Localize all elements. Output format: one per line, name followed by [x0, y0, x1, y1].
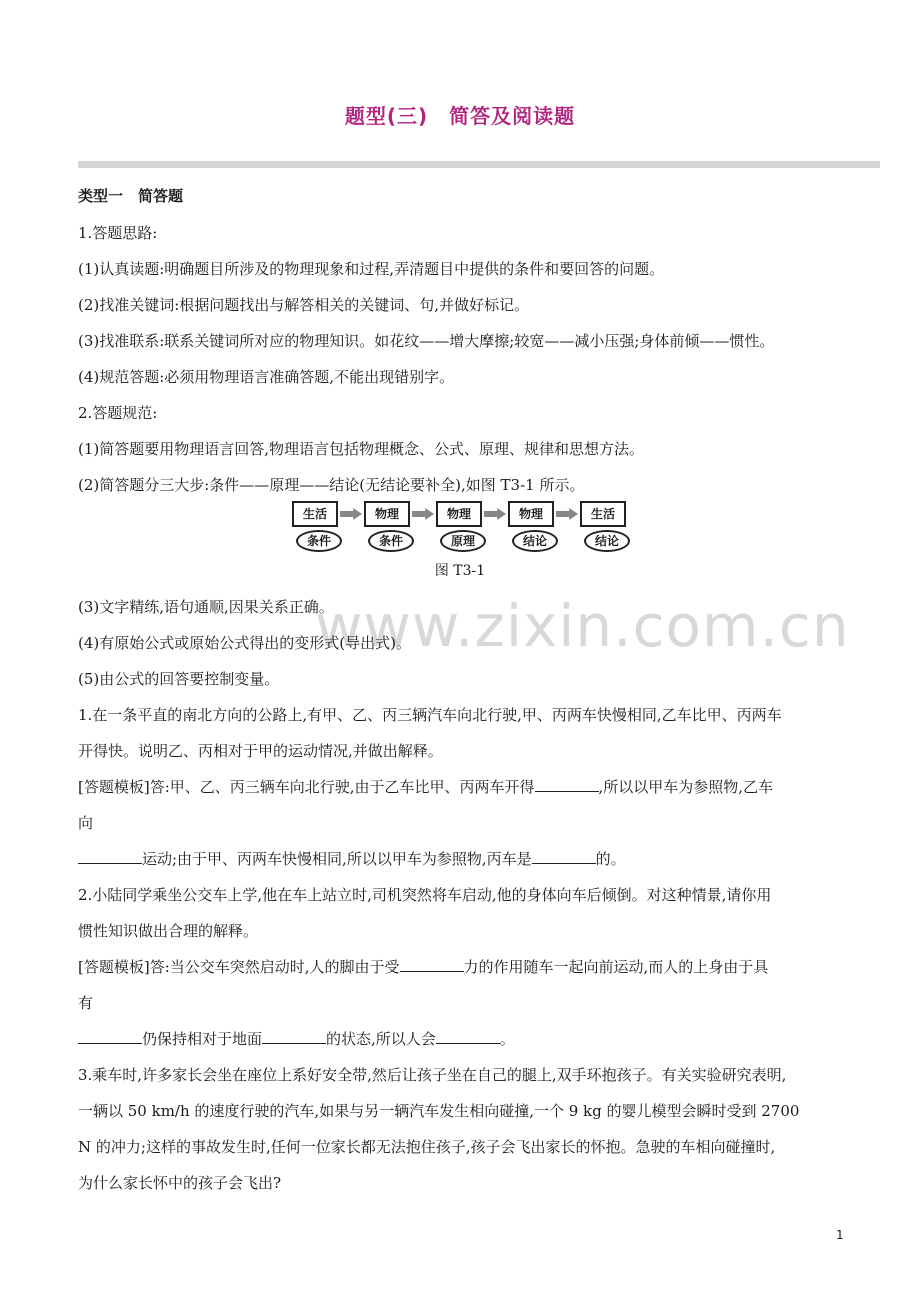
flow-oval: 结论 — [584, 530, 630, 552]
answer-template-line — [78, 957, 868, 977]
figure-caption: 图 T3-1 — [434, 563, 486, 579]
fill-blank[interactable] — [262, 1029, 326, 1044]
answer-template-line — [78, 1029, 868, 1049]
text-line: 3.乘车时,许多家长会坐在座位上系好安全带,然后让孩子坐在自己的腿上,双手环抱孩子。有关实验研究表明, — [78, 1066, 787, 1084]
fill-blank[interactable] — [535, 777, 599, 792]
text-line: 为什么家长怀中的孩子会飞出? — [78, 1174, 282, 1192]
text-line: N 的冲力;这样的事故发生时,任何一位家长都无法抱住孩子,孩子会飞出家长的怀抱。急驶的车相向碰撞时, — [78, 1138, 776, 1156]
text-segment: 仍保持相对于地面 — [142, 1030, 263, 1048]
flow-box: 物理 — [364, 501, 410, 527]
page-title: 题型(三) 简答及阅读题 — [344, 104, 576, 128]
text-line: 一辆以 50 km/h 的速度行驶的汽车,如果与另一辆汽车发生相向碰撞,一个 9 kg 的婴儿模型会瞬时受到 2700 — [78, 1102, 800, 1120]
text-line: (5)由公式的回答要控制变量。 — [78, 670, 280, 688]
flow-box: 生活 — [292, 501, 338, 527]
answer-template-line — [78, 849, 868, 869]
text-line: 开得快。说明乙、丙相对于甲的运动情况,并做出解释。 — [78, 742, 443, 760]
flow-oval: 条件 — [296, 530, 342, 552]
fill-blank[interactable] — [436, 1029, 500, 1044]
text-line: (4)规范答题:必须用物理语言准确答题,不能出现错别字。 — [78, 368, 455, 386]
text-line: 2.答题规范: — [78, 404, 158, 422]
section-heading: 类型一 简答题 — [78, 187, 184, 205]
text-line: (2)简答题分三大步:条件——原理——结论(无结论要补全),如图 T3-1 所示。 — [78, 476, 585, 494]
text-line: 惯性知识做出合理的解释。 — [78, 922, 259, 940]
arrow-right-icon — [484, 508, 506, 520]
flow-oval: 结论 — [512, 530, 558, 552]
answer-template-line — [78, 777, 868, 797]
flow-oval: 条件 — [368, 530, 414, 552]
text-segment: 的。 — [595, 850, 626, 868]
page-number: 1 — [836, 1228, 844, 1242]
title-divider — [78, 161, 880, 168]
watermark: www.zixin.com.cn — [315, 592, 850, 660]
text-segment: 运动;由于甲、丙两车快慢相同,所以以甲车为参照物,丙车是 — [142, 850, 532, 868]
text-line: 2.小陆同学乘坐公交车上学,他在车上站立时,司机突然将车启动,他的身体向车后倾倒。对这种情景,请你用 — [78, 886, 772, 904]
flow-box: 生活 — [580, 501, 626, 527]
fill-blank[interactable] — [400, 957, 464, 972]
text-line: (3)文字精练,语句通顺,因果关系正确。 — [78, 598, 334, 616]
text-segment: 力的作用随车一起向前运动,而人的上身由于具 — [463, 958, 769, 976]
text-line: 1.答题思路: — [78, 224, 158, 242]
text-line: (3)找准联系:联系关键词所对应的物理知识。如花纹——增大摩擦;较宽——减小压强;身体前倾——惯性。 — [78, 332, 775, 350]
arrow-right-icon — [340, 508, 362, 520]
flow-box: 物理 — [508, 501, 554, 527]
text-line: (1)简答题要用物理语言回答,物理语言包括物理概念、公式、原理、规律和思想方法。 — [78, 440, 645, 458]
text-line: 1.在一条平直的南北方向的公路上,有甲、乙、丙三辆汽车向北行驶,甲、丙两车快慢相同,乙车比甲、丙两车 — [78, 706, 782, 724]
text-segment: [答题模板]答:甲、乙、丙三辆车向北行驶,由于乙车比甲、丙两车开得 — [78, 778, 535, 796]
arrow-right-icon — [556, 508, 578, 520]
text-segment: [答题模板]答:当公交车突然启动时,人的脚由于受 — [78, 958, 400, 976]
text-line: (4)有原始公式或原始公式得出的变形式(导出式)。 — [78, 634, 411, 652]
fill-blank[interactable] — [78, 1029, 142, 1044]
text-line: 向 — [78, 814, 94, 832]
fill-blank[interactable] — [532, 849, 596, 864]
arrow-right-icon — [412, 508, 434, 520]
text-segment: 。 — [499, 1030, 515, 1048]
text-segment: ,所以以甲车为参照物,乙车 — [598, 778, 774, 796]
flow-oval: 原理 — [440, 530, 486, 552]
flow-diagram — [292, 501, 632, 557]
text-line: (1)认真读题:明确题目所涉及的物理现象和过程,弄清题目中提供的条件和要回答的问题。 — [78, 260, 665, 278]
fill-blank[interactable] — [78, 849, 142, 864]
text-segment: 的状态,所以人会 — [326, 1030, 436, 1048]
text-line: (2)找准关键词:根据问题找出与解答相关的关键词、句,并做好标记。 — [78, 296, 530, 314]
flow-box: 物理 — [436, 501, 482, 527]
text-line: 有 — [78, 994, 94, 1012]
